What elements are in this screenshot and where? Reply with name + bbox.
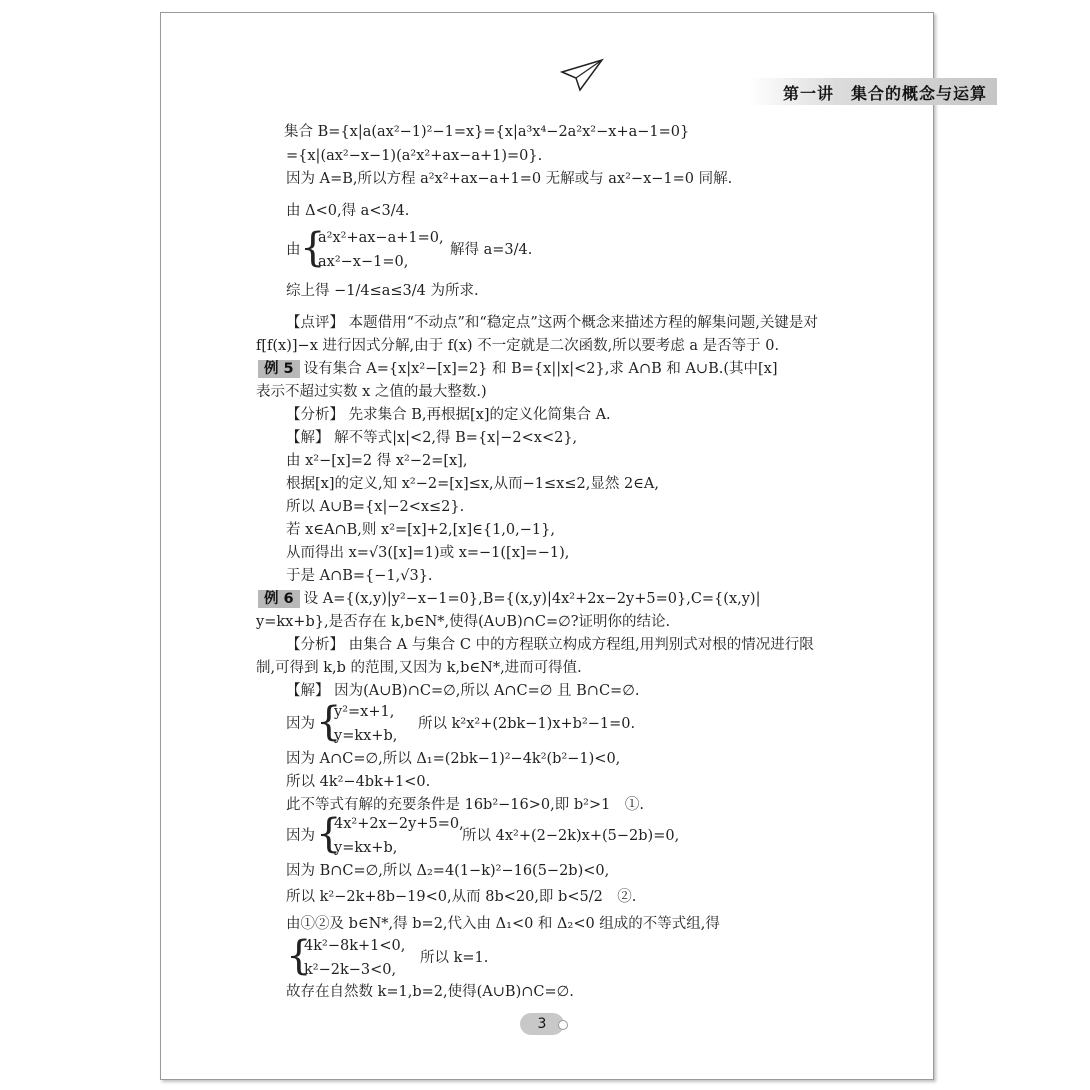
page-number-dot-icon	[558, 1020, 568, 1030]
equation-line: 4k²−8k+1<0,	[304, 938, 406, 954]
text-line: 【分析】 先求集合 B,再根据[x]的定义化简集合 A.	[286, 407, 611, 423]
equation-line: a²x²+ax−a+1=0,	[318, 230, 444, 246]
equation-line: 4x²+2x−2y+5=0,	[334, 816, 464, 832]
system-brace: {	[316, 699, 342, 745]
system-brace: {	[316, 811, 342, 857]
text-line: 集合 B={x|a(ax²−1)²−1=x}={x|a³x⁴−2a²x²−x+a−1=0}	[284, 124, 690, 140]
chapter-title: 第一讲 集合的概念与运算	[782, 84, 987, 103]
text-line: 【解】 解不等式|x|<2,得 B={x|−2<x<2},	[286, 430, 578, 446]
example-line	[258, 590, 760, 608]
text-line: 若 x∈A∩B,则 x²=[x]+2,[x]∈{1,0,−1},	[286, 522, 555, 538]
text-line: 所以 k=1.	[420, 950, 489, 966]
text-line: 所以 4x²+(2−2k)x+(5−2b)=0,	[462, 828, 680, 844]
example-line	[258, 360, 778, 378]
text-line: 因为 A=B,所以方程 a²x²+ax−a+1=0 无解或与 ax²−x−1=0 同解.	[286, 171, 733, 187]
text-line: 由	[286, 242, 301, 258]
text-line: 【分析】 由集合 A 与集合 C 中的方程联立构成方程组,用判别式对根的情况进行限	[286, 637, 814, 653]
text-line: 故存在自然数 k=1,b=2,使得(A∪B)∩C=∅.	[286, 984, 574, 1000]
text-line: 所以 4k²−4bk+1<0.	[286, 774, 431, 790]
text-line: 于是 A∩B={−1,√3}.	[286, 568, 433, 584]
text-line: 所以 A∪B={x|−2<x≤2}.	[286, 499, 465, 515]
text-line: 所以 k²x²+(2bk−1)x+b²−1=0.	[418, 716, 636, 732]
text-line: 解得 a=3/4.	[450, 242, 533, 258]
text-line: f[f(x)]−x 进行因式分解,由于 f(x) 不一定就是二次函数,所以要考虑 a 是否等于 0.	[256, 338, 780, 354]
comment-line: 【点评】 本题借用“不动点”和“稳定点”这两个概念来描述方程的解集问题,关键是对	[286, 315, 818, 331]
system-brace: {	[286, 933, 312, 979]
text-line: 因为 B∩C=∅,所以 Δ₂=4(1−k)²−16(5−2b)<0,	[286, 863, 610, 879]
text-line: 因为	[286, 828, 315, 844]
text-line: 表示不超过实数 x 之值的最大整数.)	[256, 384, 487, 400]
text-line: ={x|(ax²−x−1)(a²x²+ax−a+1)=0}.	[286, 148, 543, 164]
text-line: 【解】 因为(A∪B)∩C=∅,所以 A∩C=∅ 且 B∩C=∅.	[286, 683, 640, 699]
example-6-badge: 例 6	[258, 590, 300, 608]
equation-line: y²=x+1,	[334, 704, 395, 720]
example-5-badge: 例 5	[258, 360, 300, 378]
example-5-text: 设有集合 A={x|x²−[x]=2} 和 B={x||x|<2},求 A∩B 和 A∪B.(其中[x]	[303, 361, 778, 377]
text-line: 此不等式有解的充要条件是 16b²−16>0,即 b²>1 ①.	[286, 797, 644, 813]
paper-plane-icon	[560, 58, 604, 92]
text-line: 因为	[286, 716, 315, 732]
text-line: 由 Δ<0,得 a<3/4.	[286, 203, 410, 219]
text-line: 由 x²−[x]=2 得 x²−2=[x],	[286, 453, 468, 469]
text-line: y=kx+b},是否存在 k,b∈N*,使得(A∪B)∩C=∅?证明你的结论.	[256, 614, 671, 630]
text-line: 综上得 −1/4≤a≤3/4 为所求.	[286, 283, 479, 299]
equation-line: y=kx+b,	[334, 840, 398, 856]
equation-line: k²−2k−3<0,	[304, 962, 397, 978]
equation-line: ax²−x−1=0,	[318, 254, 409, 270]
system-brace: {	[300, 225, 326, 271]
page-number: 3	[520, 1013, 564, 1035]
chapter-header	[749, 78, 997, 105]
text-line: 因为 A∩C=∅,所以 Δ₁=(2bk−1)²−4k²(b²−1)<0,	[286, 751, 621, 767]
text-line: 制,可得到 k,b 的范围,又因为 k,b∈N*,进而可得值.	[256, 660, 582, 676]
text-line: 根据[x]的定义,知 x²−2=[x]≤x,从而−1≤x≤2,显然 2∈A,	[286, 476, 659, 492]
text-line: 所以 k²−2k+8b−19<0,从而 8b<20,即 b<5/2 ②.	[286, 889, 637, 905]
text-line: 由①②及 b∈N*,得 b=2,代入由 Δ₁<0 和 Δ₂<0 组成的不等式组,得	[286, 916, 720, 932]
equation-line: y=kx+b,	[334, 728, 398, 744]
text-line: 从而得出 x=√3([x]=1)或 x=−1([x]=−1),	[286, 545, 570, 561]
example-6-text: 设 A={(x,y)|y²−x−1=0},B={(x,y)|4x²+2x−2y+5=0},C={(x,y)|	[303, 591, 761, 607]
